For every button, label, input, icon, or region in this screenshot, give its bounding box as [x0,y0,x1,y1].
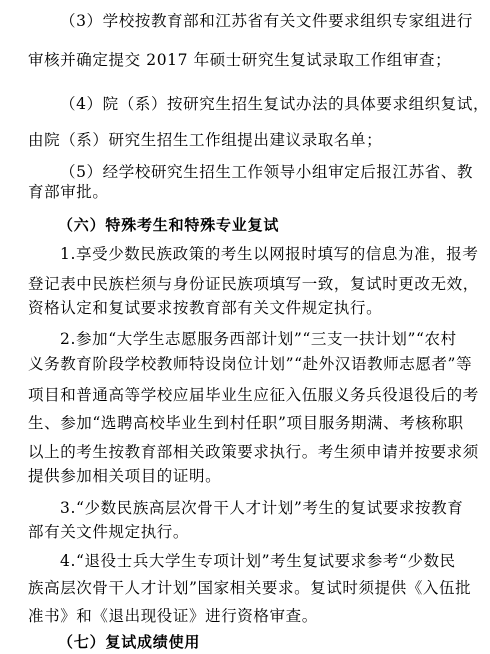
paragraph-line: （3）学校按教育部和江苏省有关文件要求组织专家组进行 [60,12,473,30]
paragraph-line: 义务教育阶段学校教师特设岗位计划”“赴外汉语教师志愿者”等 [28,355,473,373]
paragraph-line: 以上的考生按教育部相关政策要求执行。考生须申请并按要求须 [28,443,479,461]
paragraph-line: 部有关文件规定执行。 [28,523,190,541]
paragraph-line: 4.“退役士兵大学生专项计划”考生复试要求参考“少数民 [60,552,456,570]
paragraph-line: 1.享受少数民族政策的考生以网报时填写的信息为准，报考 [60,245,479,263]
paragraph-line: 项目和普通高等学校应届毕业生应征入伍服义务兵役退役后的考 [28,386,479,404]
paragraph-line: 资格认定和复试要求按教育部有关文件规定执行。 [28,299,383,317]
section-heading: （六）特殊考生和特殊专业复试 [58,216,280,234]
paragraph-line: 族高层次骨干人才计划”国家相关要求。复试时须提供《入伍批 [28,579,472,597]
paragraph-line: 2.参加“大学生志愿服务西部计划”“三支一扶计划”“农村 [60,330,457,348]
paragraph-line: 育部审批。 [28,183,109,201]
paragraph-line: 3.“少数民族高层次骨干人才计划”考生的复试要求按教育 [60,499,464,517]
paragraph-line: （5）经学校研究生招生工作领导小组审定后报江苏省、教 [60,163,473,181]
paragraph-line: （4）院（系）按研究生招生复试办法的具体要求组织复试， [60,95,490,113]
paragraph-line: 审核并确定提交 2017 年硕士研究生复试录取工作组审查； [28,51,452,69]
paragraph-line: 登记表中民族栏须与身份证民族项填写一致，复试时更改无效， [28,275,479,293]
section-heading: （七）复试成绩使用 [58,633,201,651]
paragraph-line: 准书》和《退出现役证》进行资格审查。 [28,607,318,625]
paragraph-line: 生、参加“选聘高校毕业生到村任职”项目服务期满、考核称职 [28,414,464,432]
paragraph-line: 提供参加相关项目的证明。 [28,467,222,485]
paragraph-line: 由院（系）研究生招生工作组提出建议录取名单； [28,131,383,149]
